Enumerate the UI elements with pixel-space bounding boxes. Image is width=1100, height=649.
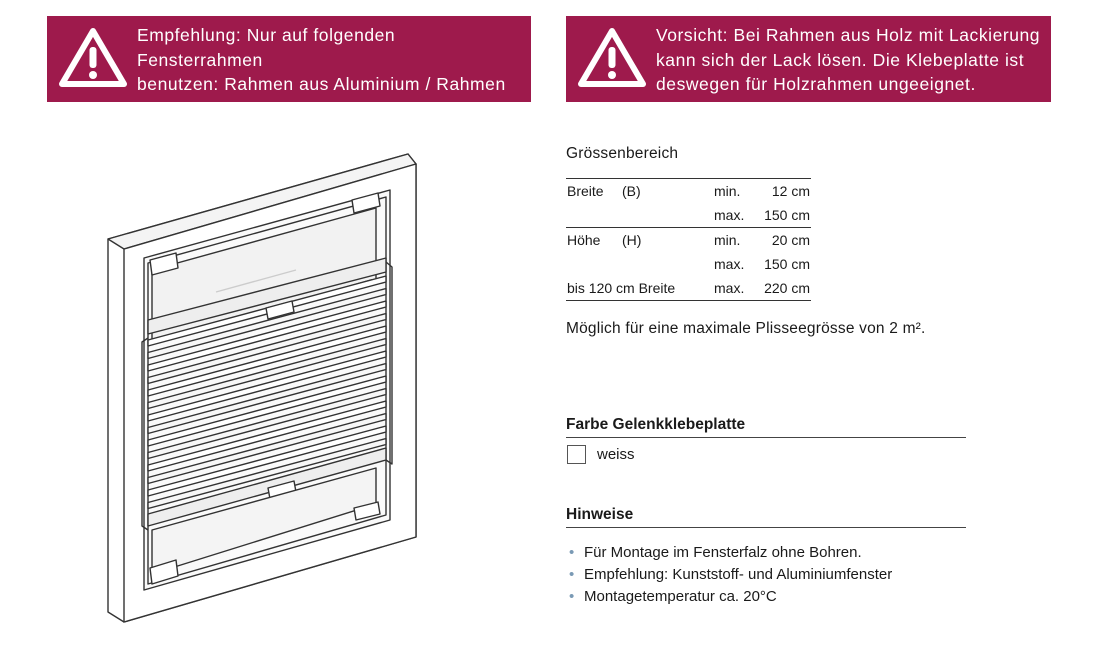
bullet-icon: •	[569, 544, 575, 561]
warning-text-left: Empfehlung: Nur auf folgenden Fensterrahmen benutzen: Rahmen aus Aluminium / Rahmen aus Kunststoff.	[137, 25, 506, 119]
max-size-note: Möglich für eine maximale Plisseegrösse von 2 m².	[566, 320, 926, 337]
color-heading: Farbe Gelenkklebeplatte	[566, 416, 966, 438]
color-swatch-white[interactable]	[567, 445, 586, 464]
warning-banner-left	[47, 16, 531, 119]
hints-heading: Hinweise	[566, 506, 966, 528]
bullet-icon: •	[569, 588, 575, 605]
table-row: max. 150 cm	[714, 256, 810, 272]
warning-triangle-icon	[576, 26, 648, 90]
table-row: max. 150 cm	[714, 207, 810, 223]
size-range-table	[566, 178, 811, 301]
warning-triangle-icon	[57, 26, 129, 90]
hints-list	[569, 542, 892, 608]
pleated-blind-window-illustration	[96, 142, 426, 627]
warning-text-right: Vorsicht: Bei Rahmen aus Holz mit Lackierung kann sich der Lack lösen. Die Klebeplatte ist deswegen für Holzrahmen ungeeignet.	[656, 25, 1041, 94]
table-row: bis 120 cm Breite max. 220 cm	[566, 276, 811, 301]
bullet-icon: •	[569, 566, 575, 583]
list-item: • Für Montage im Fensterfalz ohne Bohren.	[569, 542, 892, 564]
warning-banner-right	[566, 16, 1051, 102]
table-row: Breite (B) min. 12 cm	[566, 178, 811, 203]
color-option-label: weiss	[597, 446, 635, 463]
table-row: Höhe (H) min. 20 cm	[566, 227, 811, 252]
size-range-title: Grössenbereich	[566, 145, 679, 162]
list-item: • Empfehlung: Kunststoff- und Aluminiumfenster	[569, 564, 892, 586]
list-item: • Montagetemperatur ca. 20°C	[569, 586, 892, 608]
